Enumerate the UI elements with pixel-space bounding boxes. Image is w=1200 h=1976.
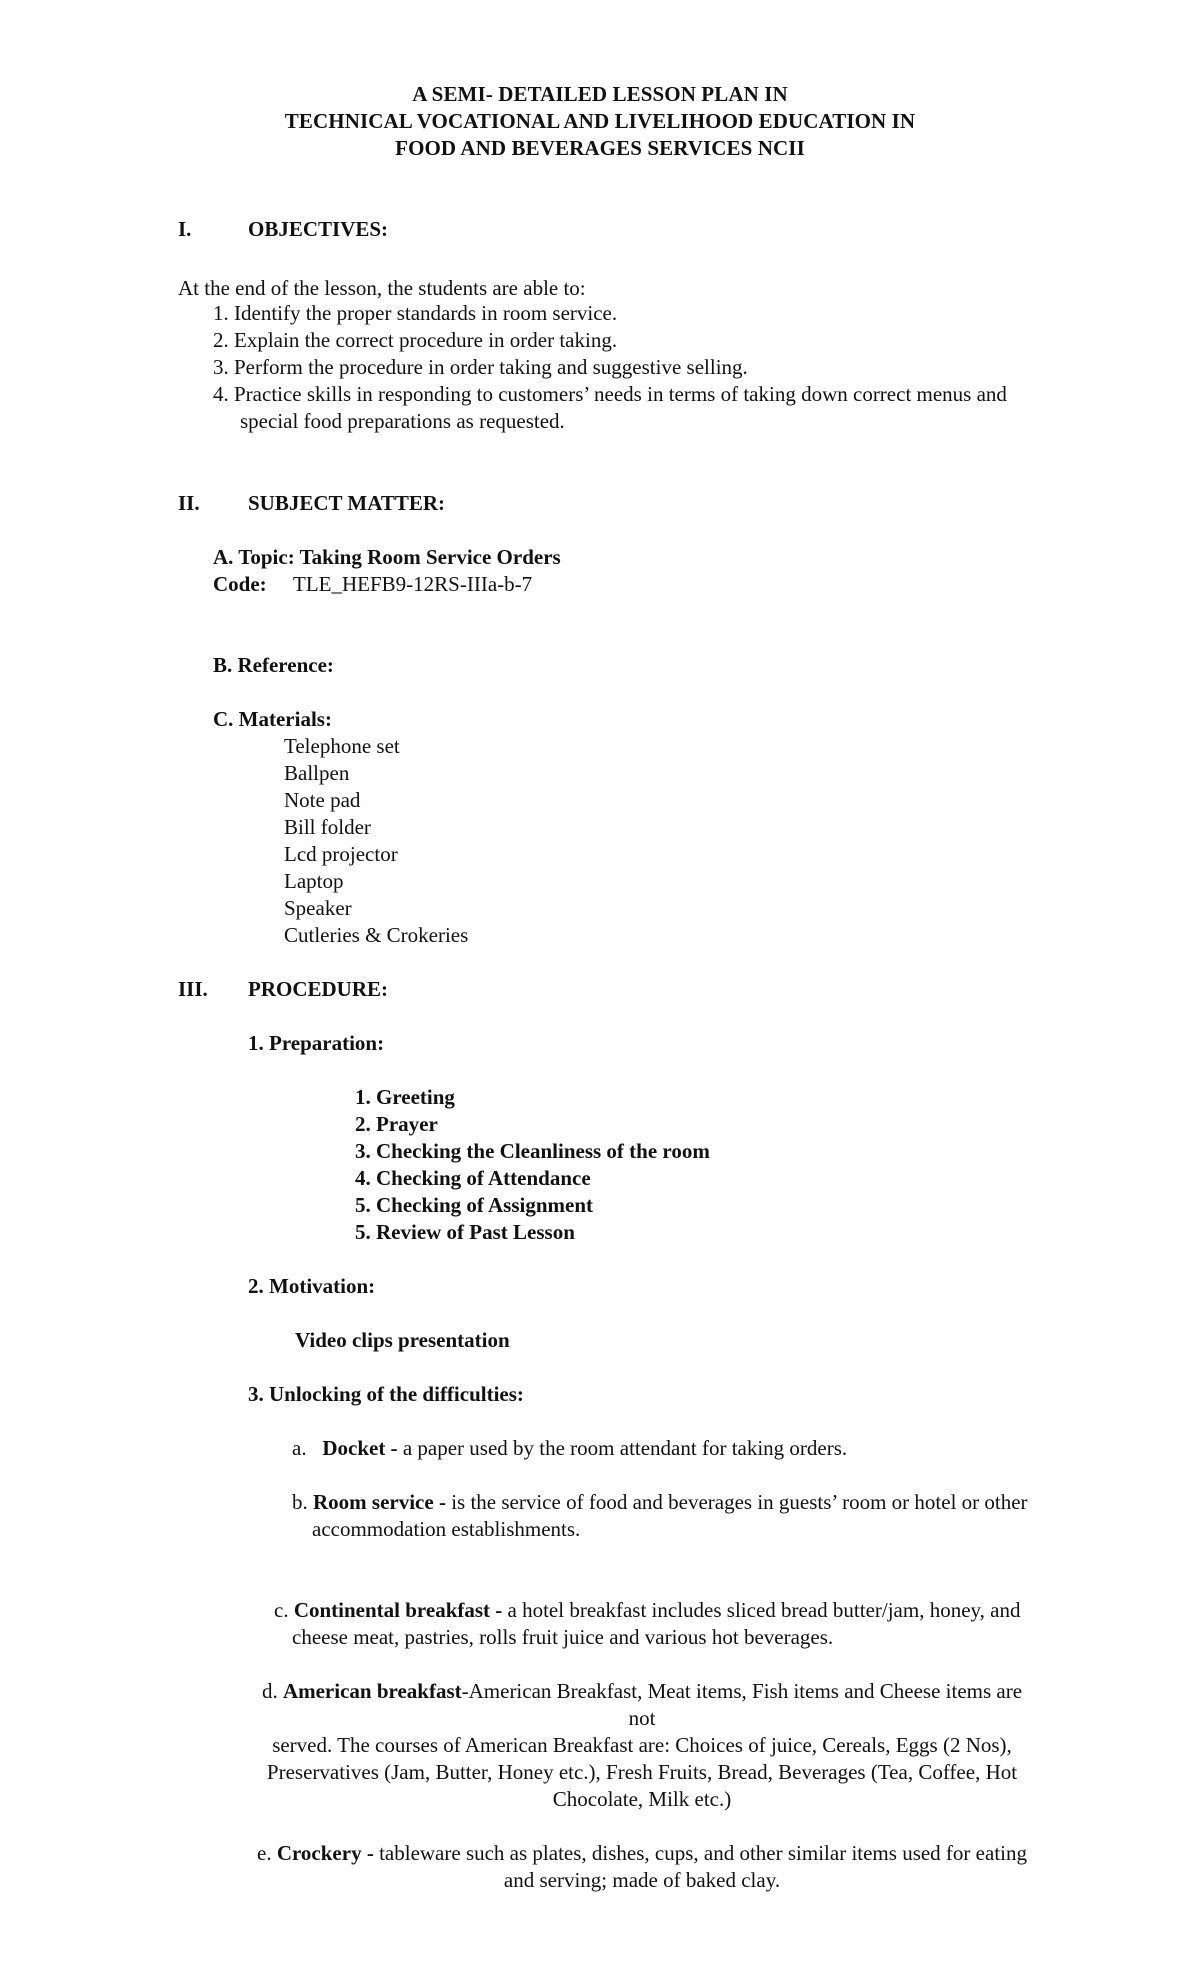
objective-item-continuation: special food preparations as requested.	[240, 409, 565, 433]
preparation-item: 1. Greeting	[355, 1085, 455, 1109]
preparation-item: 5. Review of Past Lesson	[355, 1220, 575, 1244]
term-prefix: c.	[274, 1598, 289, 1622]
subject-matter-heading: SUBJECT MATTER:	[248, 491, 446, 515]
preparation-item: 3. Checking the Cleanliness of the room	[355, 1139, 710, 1163]
term-name: Continental breakfast -	[293, 1598, 503, 1622]
preparation-item: 2. Prayer	[355, 1112, 438, 1136]
title-line-2: TECHNICAL VOCATIONAL AND LIVELIHOOD EDUCATION IN	[284, 109, 916, 133]
term-name: Docket -	[322, 1436, 398, 1460]
term-definition-continuation: accommodation establishments.	[312, 1517, 581, 1541]
objective-item: 4. Practice skills in responding to customers’ needs in terms of taking down correct menus and	[213, 382, 1007, 406]
term-american-breakfast	[142, 1678, 1142, 1705]
term-room-service	[292, 1489, 1028, 1516]
term-prefix: b.	[292, 1490, 308, 1514]
topic-line: A. Topic: Taking Room Service Orders	[213, 545, 561, 569]
title-line-3: FOOD AND BEVERAGES SERVICES NCII	[395, 136, 805, 160]
reference-label: B. Reference:	[213, 653, 334, 677]
material-item: Speaker	[284, 896, 352, 920]
term-definition: -American Breakfast, Meat items, Fish items and Cheese items are	[461, 1679, 1023, 1703]
term-name: Room service -	[313, 1490, 446, 1514]
term-definition: a paper used by the room attendant for taking orders.	[397, 1436, 848, 1460]
subject-matter-numeral: II.	[178, 491, 200, 515]
material-item: Bill folder	[284, 815, 371, 839]
objectives-heading: OBJECTIVES:	[248, 217, 389, 241]
material-item: Ballpen	[284, 761, 350, 785]
preparation-label: 1. Preparation:	[248, 1031, 385, 1055]
term-name: American breakfast	[282, 1679, 462, 1703]
term-prefix: a.	[292, 1436, 307, 1460]
material-item: Note pad	[284, 788, 361, 812]
motivation-text: Video clips presentation	[295, 1328, 510, 1352]
objective-item: 3. Perform the procedure in order taking and suggestive selling.	[213, 355, 748, 379]
term-definition-continuation: and serving; made of baked clay.	[503, 1868, 781, 1892]
term-continental-breakfast	[274, 1597, 1020, 1624]
objective-item: 1. Identify the proper standards in room service.	[213, 301, 618, 325]
term-crockery	[142, 1840, 1142, 1867]
term-definition: tableware such as plates, dishes, cups, and other similar items used for eating	[373, 1841, 1027, 1865]
objectives-numeral: I.	[178, 217, 192, 241]
term-definition: a hotel breakfast includes sliced bread butter/jam, honey, and	[502, 1598, 1021, 1622]
term-name: Crockery -	[276, 1841, 374, 1865]
procedure-numeral: III.	[178, 977, 208, 1001]
term-prefix: d.	[261, 1679, 278, 1703]
code-label: Code:	[213, 572, 267, 596]
procedure-heading: PROCEDURE:	[248, 977, 388, 1001]
code-value: TLE_HEFB9-12RS-IIIa-b-7	[293, 572, 533, 596]
term-docket	[292, 1435, 847, 1462]
preparation-item: 4. Checking of Attendance	[355, 1166, 591, 1190]
preparation-item: 5. Checking of Assignment	[355, 1193, 594, 1217]
unlocking-label: 3. Unlocking of the difficulties:	[248, 1382, 524, 1406]
material-item: Cutleries & Crokeries	[284, 923, 469, 947]
term-definition-continuation: not	[628, 1706, 656, 1730]
term-definition-continuation: cheese meat, pastries, rolls fruit juice and various hot beverages.	[292, 1625, 834, 1649]
title-line-1: A SEMI- DETAILED LESSON PLAN IN	[412, 82, 788, 106]
term-prefix: e.	[257, 1841, 272, 1865]
term-definition-continuation: served. The courses of American Breakfast are: Choices of juice, Cereals, Eggs (2 Nos),	[272, 1733, 1012, 1757]
material-item: Laptop	[284, 869, 344, 893]
objectives-intro: At the end of the lesson, the students are able to:	[178, 276, 586, 300]
motivation-label: 2. Motivation:	[248, 1274, 376, 1298]
material-item: Telephone set	[284, 734, 400, 758]
term-definition-continuation: Preservatives (Jam, Butter, Honey etc.), Fresh Fruits, Bread, Beverages (Tea, Coffee, Hot	[266, 1760, 1018, 1784]
term-definition-continuation: Chocolate, Milk etc.)	[552, 1787, 732, 1811]
material-item: Lcd projector	[284, 842, 398, 866]
objective-item: 2. Explain the correct procedure in order taking.	[213, 328, 618, 352]
term-definition: is the service of food and beverages in guests’ room or hotel or other	[445, 1490, 1028, 1514]
materials-label: C. Materials:	[213, 707, 332, 731]
